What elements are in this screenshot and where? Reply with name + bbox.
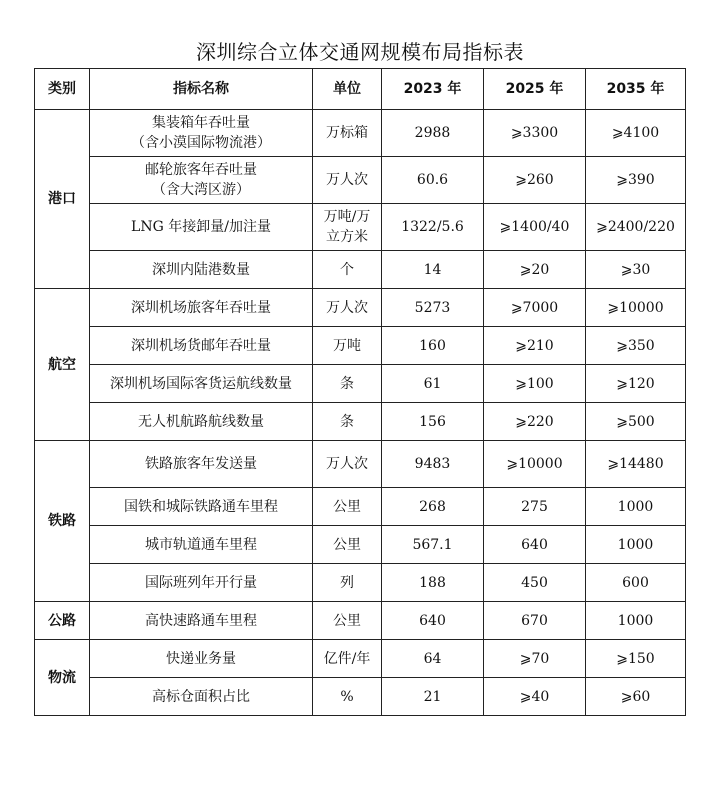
unit-cell: 万标箱 xyxy=(313,110,382,157)
unit-cell: % xyxy=(313,678,382,716)
value-2025-cell: 640 xyxy=(484,526,586,564)
table-row xyxy=(35,403,686,441)
value-2035-cell: 1000 xyxy=(586,488,686,526)
unit-cell: 万人次 xyxy=(313,157,382,204)
indicator-table xyxy=(34,68,686,716)
value-2025-cell: ⩾7000 xyxy=(484,289,586,327)
header-category: 类别 xyxy=(35,69,90,110)
value-2025-cell: ⩾3300 xyxy=(484,110,586,157)
category-cell: 港口 xyxy=(35,110,90,289)
unit-cell: 万吨 xyxy=(313,327,382,365)
value-2025-cell: ⩾220 xyxy=(484,403,586,441)
header-2035: 2035 年 xyxy=(586,69,686,110)
indicator-cell: 国铁和城际铁路通车里程 xyxy=(90,488,313,526)
indicator-cell: 深圳内陆港数量 xyxy=(90,251,313,289)
indicator-cell: 快递业务量 xyxy=(90,640,313,678)
value-2035-cell: ⩾150 xyxy=(586,640,686,678)
value-2025-cell: ⩾1400/40 xyxy=(484,204,586,251)
value-2035-cell: ⩾120 xyxy=(586,365,686,403)
value-2023-cell: 156 xyxy=(382,403,484,441)
value-2035-cell: ⩾350 xyxy=(586,327,686,365)
value-2035-cell: ⩾30 xyxy=(586,251,686,289)
value-2023-cell: 14 xyxy=(382,251,484,289)
value-2023-cell: 2988 xyxy=(382,110,484,157)
table-row xyxy=(35,365,686,403)
indicator-cell: 高快速路通车里程 xyxy=(90,602,313,640)
value-2035-cell: ⩾500 xyxy=(586,403,686,441)
indicator-cell: LNG 年接卸量/加注量 xyxy=(90,204,313,251)
value-2025-cell: ⩾20 xyxy=(484,251,586,289)
value-2035-cell: ⩾390 xyxy=(586,157,686,204)
table-row xyxy=(35,526,686,564)
indicator-cell: 城市轨道通车里程 xyxy=(90,526,313,564)
table-row xyxy=(35,251,686,289)
table-row xyxy=(35,640,686,678)
unit-cell: 公里 xyxy=(313,602,382,640)
header-unit: 单位 xyxy=(313,69,382,110)
value-2025-cell: ⩾100 xyxy=(484,365,586,403)
indicator-cell: 深圳机场货邮年吞吐量 xyxy=(90,327,313,365)
indicator-cell: 铁路旅客年发送量 xyxy=(90,441,313,488)
table-row xyxy=(35,157,686,204)
header-2025: 2025 年 xyxy=(484,69,586,110)
unit-cell: 万吨/万 立方米 xyxy=(313,204,382,251)
unit-cell: 万人次 xyxy=(313,289,382,327)
table-row xyxy=(35,441,686,488)
value-2035-cell: 600 xyxy=(586,564,686,602)
table-row xyxy=(35,110,686,157)
indicator-cell: 深圳机场国际客货运航线数量 xyxy=(90,365,313,403)
unit-cell: 公里 xyxy=(313,526,382,564)
value-2023-cell: 567.1 xyxy=(382,526,484,564)
value-2023-cell: 61 xyxy=(382,365,484,403)
table-row xyxy=(35,289,686,327)
header-2023: 2023 年 xyxy=(382,69,484,110)
value-2035-cell: 1000 xyxy=(586,602,686,640)
category-cell: 铁路 xyxy=(35,441,90,602)
value-2025-cell: ⩾10000 xyxy=(484,441,586,488)
value-2023-cell: 21 xyxy=(382,678,484,716)
value-2025-cell: 450 xyxy=(484,564,586,602)
indicator-cell: 国际班列年开行量 xyxy=(90,564,313,602)
value-2025-cell: 275 xyxy=(484,488,586,526)
table-row xyxy=(35,678,686,716)
table-row xyxy=(35,204,686,251)
unit-cell: 公里 xyxy=(313,488,382,526)
value-2023-cell: 64 xyxy=(382,640,484,678)
page-title: 深圳综合立体交通网规模布局指标表 xyxy=(196,40,524,64)
value-2023-cell: 188 xyxy=(382,564,484,602)
value-2035-cell: ⩾10000 xyxy=(586,289,686,327)
value-2023-cell: 640 xyxy=(382,602,484,640)
category-cell: 物流 xyxy=(35,640,90,716)
category-cell: 公路 xyxy=(35,602,90,640)
table-row xyxy=(35,488,686,526)
header-indicator: 指标名称 xyxy=(90,69,313,110)
unit-cell: 万人次 xyxy=(313,441,382,488)
unit-cell: 个 xyxy=(313,251,382,289)
table-row xyxy=(35,327,686,365)
value-2023-cell: 5273 xyxy=(382,289,484,327)
value-2025-cell: ⩾210 xyxy=(484,327,586,365)
category-cell: 航空 xyxy=(35,289,90,441)
indicator-cell: 无人机航路航线数量 xyxy=(90,403,313,441)
indicator-cell: 深圳机场旅客年吞吐量 xyxy=(90,289,313,327)
value-2035-cell: ⩾14480 xyxy=(586,441,686,488)
table-header-row xyxy=(35,69,686,110)
indicator-cell: 邮轮旅客年吞吐量 （含大湾区游） xyxy=(90,157,313,204)
value-2025-cell: ⩾70 xyxy=(484,640,586,678)
value-2035-cell: 1000 xyxy=(586,526,686,564)
value-2035-cell: ⩾4100 xyxy=(586,110,686,157)
value-2025-cell: 670 xyxy=(484,602,586,640)
value-2035-cell: ⩾2400/220 xyxy=(586,204,686,251)
indicator-cell: 高标仓面积占比 xyxy=(90,678,313,716)
value-2025-cell: ⩾260 xyxy=(484,157,586,204)
unit-cell: 条 xyxy=(313,403,382,441)
indicator-cell: 集装箱年吞吐量 （含小漠国际物流港） xyxy=(90,110,313,157)
value-2023-cell: 160 xyxy=(382,327,484,365)
value-2035-cell: ⩾60 xyxy=(586,678,686,716)
unit-cell: 列 xyxy=(313,564,382,602)
value-2023-cell: 60.6 xyxy=(382,157,484,204)
value-2023-cell: 9483 xyxy=(382,441,484,488)
value-2023-cell: 1322/5.6 xyxy=(382,204,484,251)
value-2025-cell: ⩾40 xyxy=(484,678,586,716)
table-row xyxy=(35,602,686,640)
value-2023-cell: 268 xyxy=(382,488,484,526)
unit-cell: 条 xyxy=(313,365,382,403)
unit-cell: 亿件/年 xyxy=(313,640,382,678)
table-row xyxy=(35,564,686,602)
